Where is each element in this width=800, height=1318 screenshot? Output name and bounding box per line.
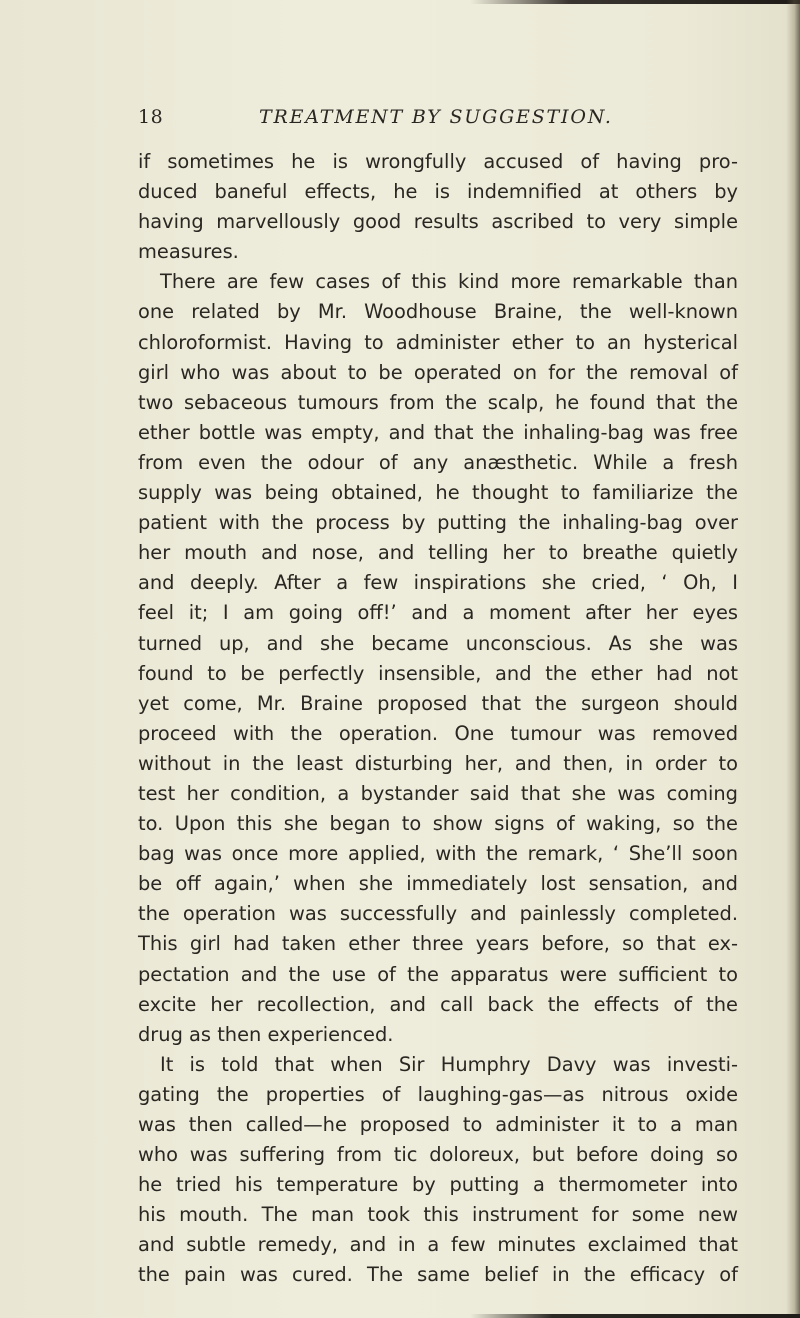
text-line: proceed with the operation. One tumour was removed	[138, 721, 738, 745]
text-line: girl who was about to be operated on for the removal of	[138, 360, 738, 384]
text-line: feel it; I am going off!’ and a moment after her eyes	[138, 601, 738, 625]
text-line: one related by Mr. Woodhouse Braine, the well-known	[138, 300, 738, 324]
text-line: his mouth. The man took this instrument for some new	[138, 1203, 738, 1227]
text-line: the pain was cured. The same belief in the efficacy of	[138, 1263, 738, 1287]
text-line: was then called—he proposed to administer it to a man	[138, 1113, 738, 1136]
text-line: her mouth and nose, and telling her to breathe quietly	[138, 541, 738, 565]
text-line: duced baneful effects, he is indemnified at others by	[138, 180, 738, 204]
text-line: the operation was successfully and painlessly completed.	[138, 902, 738, 926]
text-line: he tried his temperature by putting a thermometer into	[138, 1173, 738, 1197]
text-line: and subtle remedy, and in a few minutes exclaimed that	[138, 1233, 738, 1257]
text-line: without in the least disturbing her, and then, in order to	[138, 751, 738, 775]
text-line: This girl had taken ether three years before, so that ex-	[138, 932, 738, 956]
text-line: from even the odour of any anæsthetic. While a fresh	[138, 450, 738, 474]
text-line: turned up, and she became unconscious. As she was	[138, 631, 738, 655]
running-title: TREATMENT BY SUGGESTION.	[259, 106, 613, 128]
page-right-edge	[786, 0, 800, 1318]
text-line: measures.	[138, 240, 239, 264]
text-line: supply was being obtained, he thought to familiarize the	[138, 481, 738, 505]
page-bottom-edge	[470, 1314, 800, 1318]
text-line: found to be perfectly insensible, and the ether had not	[138, 661, 738, 685]
text-line: who was suffering from tic doloreux, but before doing so	[138, 1143, 738, 1167]
text-line: having marvellously good results ascribed to very simple	[138, 210, 738, 234]
text-line: It is told that when Sir Humphry Davy was investi-	[160, 1052, 738, 1076]
text-line: pectation and the use of the apparatus were sufficient to	[138, 962, 738, 986]
text-line: if sometimes he is wrongfully accused of having pro-	[138, 150, 738, 173]
text-line: gating the properties of laughing-gas—as nitrous oxide	[138, 1082, 738, 1106]
text-line: yet come, Mr. Braine proposed that the surgeon should	[138, 691, 738, 715]
page-top-edge	[470, 0, 800, 4]
running-head	[138, 106, 718, 138]
text-line: ether bottle was empty, and that the inhaling-bag was free	[138, 420, 738, 444]
text-line: to. Upon this she began to show signs of waking, so the	[138, 812, 738, 836]
text-line: excite her recollection, and call back the effects of the	[138, 992, 738, 1016]
text-line: test her condition, a bystander said that she was coming	[138, 781, 738, 805]
text-line: drug as then experienced.	[138, 1022, 394, 1046]
text-line: be off again,’ when she immediately lost sensation, and	[138, 872, 738, 896]
page-number: 18	[138, 106, 164, 128]
text-line: chloroformist. Having to administer ether to an hysterical	[138, 330, 738, 354]
text-line: bag was once more applied, with the remark, ‘ She’ll soon	[138, 842, 738, 866]
text-line: patient with the process by putting the inhaling-bag over	[138, 511, 738, 535]
text-line: two sebaceous tumours from the scalp, he found that the	[138, 390, 738, 414]
text-line: and deeply. After a few inspirations she cried, ‘ Oh, I	[138, 571, 738, 595]
body-text	[138, 147, 738, 1291]
text-line: There are few cases of this kind more remarkable than	[160, 270, 738, 294]
